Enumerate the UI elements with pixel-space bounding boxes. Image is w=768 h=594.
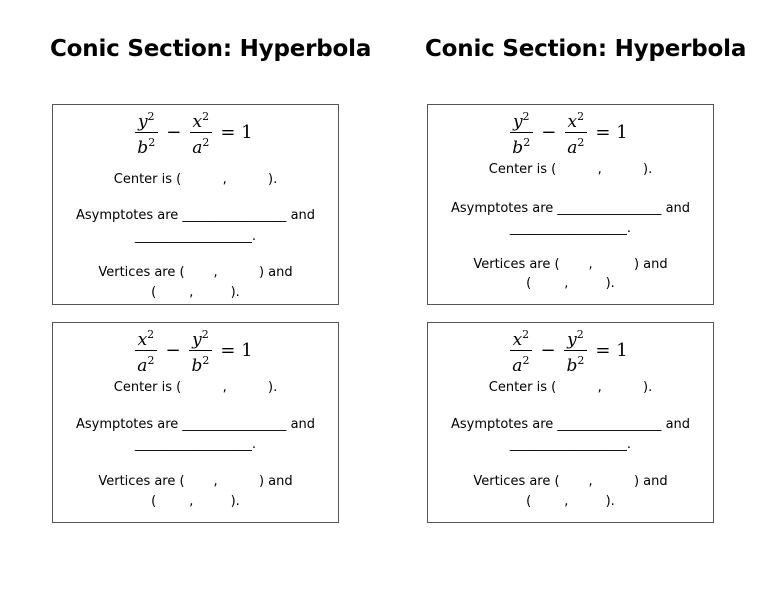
hyperbola-card-vertical-right [427,104,714,305]
vertices-blank: ( , ). [526,494,615,509]
equation: $\frac{y^2}{b^2}$ − $\frac{x^2}{a^2}$ = 1 [428,107,713,158]
asymptotes-blank: __________________. [509,437,632,452]
center-prompt: Center is ( , ). [113,380,278,395]
vertices-prompt: Vertices are ( , ) and [98,474,293,489]
equation: $\frac{y^2}{b^2}$ − $\frac{x^2}{a^2}$ = 1 [53,107,338,158]
vertices-blank: ( , ). [151,494,240,509]
asymptotes-blank: __________________. [134,437,257,452]
asymptotes-blank: __________________. [509,221,632,236]
center-prompt: Center is ( , ). [488,162,653,177]
asymptotes-prompt: Asymptotes are ________________ and [75,417,316,432]
asymptotes-prompt: Asymptotes are ________________ and [450,417,691,432]
vertices-prompt: Vertices are ( , ) and [473,257,668,272]
vertices-blank: ( , ). [526,276,615,291]
vertices-prompt: Vertices are ( , ) and [473,474,668,489]
vertices-prompt: Vertices are ( , ) and [98,265,293,280]
worksheet-title-left: Conic Section: Hyperbola [50,36,372,62]
center-prompt: Center is ( , ). [113,172,278,187]
asymptotes-prompt: Asymptotes are ________________ and [75,208,316,223]
equation: $\frac{x^2}{a^2}$ − $\frac{y^2}{b^2}$ = 1 [428,325,713,376]
asymptotes-blank: __________________. [134,229,257,244]
hyperbola-card-horizontal-left [52,322,339,523]
vertices-blank: ( , ). [151,285,240,300]
hyperbola-card-vertical-left [52,104,339,305]
center-prompt: Center is ( , ). [488,380,653,395]
equation: $\frac{x^2}{a^2}$ − $\frac{y^2}{b^2}$ = 1 [53,325,338,376]
worksheet-title-right: Conic Section: Hyperbola [425,36,747,62]
asymptotes-prompt: Asymptotes are ________________ and [450,201,691,216]
hyperbola-card-horizontal-right [427,322,714,523]
